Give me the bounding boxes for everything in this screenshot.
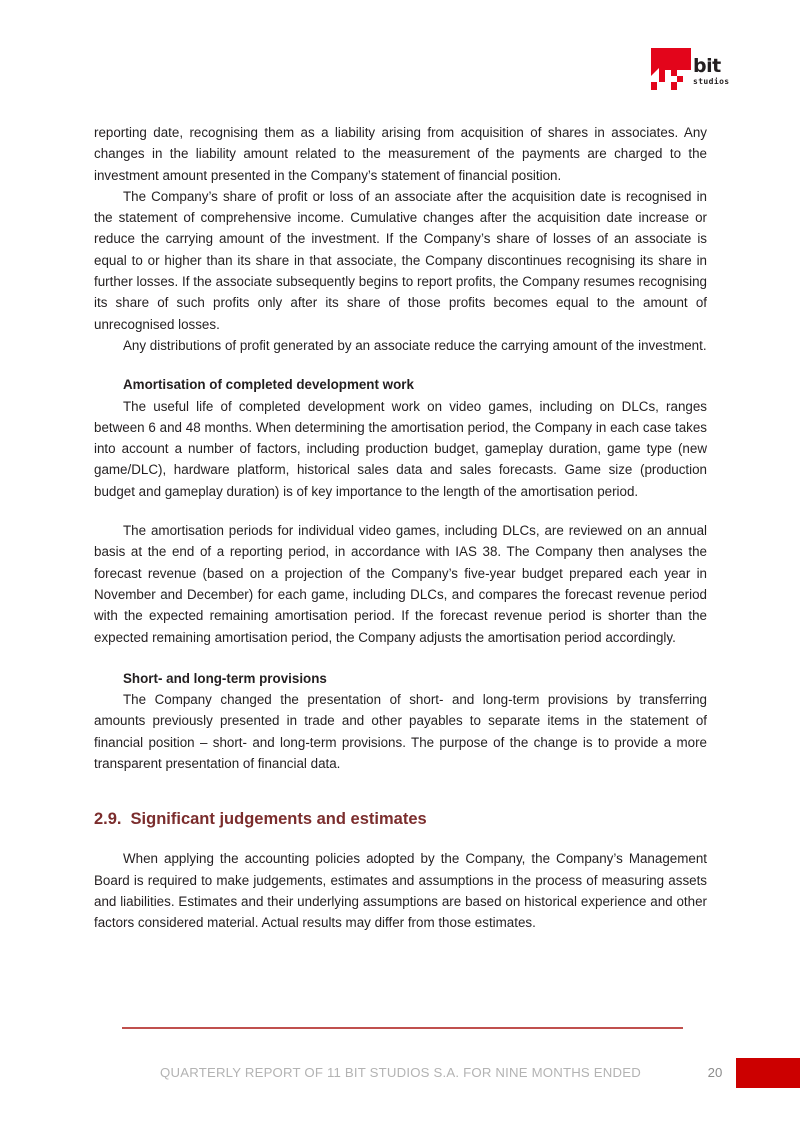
logo-wordmark-bit: bit xyxy=(693,55,721,77)
paragraph-provisions-presentation: The Company changed the presentation of short- and long-term provisions by transferring amounts previously presented in trade and other payables to separate items in the statement of financial position – short- and long-term provisions. The purpose of the change is to provide a more transparent presentation of financial data. xyxy=(94,692,707,772)
paragraph-associate-profit-loss: The Company’s share of profit or loss of an associate after the acquisition date is recognised in the statement of comprehensive income. Cumulative changes after the acquisition date increase or reduce the carrying amount of the investment. If the Company’s share of losses of an associate is equal to or higher than its share in that associate, the Company discontinues recognising its share in further losses. If the associate subsequently begins to report profits, the Company resumes recognising its share of such profits only after its share of those profits becomes equal to the amount of unrecognised losses. xyxy=(94,188,707,332)
paragraph-judgements-estimates: When applying the accounting policies adopted by the Company, the Company’s Management Board is required to make judgements, estimates and assumptions in the process of measuring assets and liabilities. Estimates and their underlying assumptions are based on historical experience and other factors considered material. Actual results may differ from those estimates. xyxy=(94,851,707,931)
paragraph-useful-life: The useful life of completed development work on video games, including on DLCs, ranges between 6 and 48 months. When determining the amortisation period, the Company in each case takes into account a number of factors, including production budget, gameplay duration, game type (new game/DLC), hardware platform, historical sales data and sales forecasts. Game size (production budget and gameplay duration) is of key importance to the length of the amortisation period. xyxy=(94,398,707,499)
footer-divider xyxy=(122,1027,683,1029)
11-bit-studios-logo-mark-icon xyxy=(651,48,691,90)
footer-report-title: QUARTERLY REPORT OF 11 BIT STUDIOS S.A. FOR NINE MONTHS ENDED xyxy=(160,1065,641,1080)
paragraph-profit-distributions: Any distributions of profit generated by an associate reduce the carrying amount of the investment. xyxy=(123,337,707,353)
paragraph-continued: reporting date, recognising them as a liability arising from acquisition of shares in associates. Any changes in the liability amount related to the measurement of the payments are charged to the investment amount presented in the Company’s statement of financial position. xyxy=(94,125,707,183)
section-heading-2-9 xyxy=(94,808,707,830)
paragraph-amortisation-review: The amortisation periods for individual video games, including DLCs, are reviewed on an annual basis at the end of a reporting period, in accordance with IAS 38. The Company then analyses the forecast revenue (based on a projection of the Company’s five-year budget prepared each year in November and December) for each game, including DLCs, and compares the forecast revenue period with the expected remaining amortisation period. If the forecast revenue period is shorter than the expected remaining amortisation period, the Company adjusts the amortisation period accordingly. xyxy=(94,523,707,645)
subheading-amortisation: Amortisation of completed development work xyxy=(123,377,414,393)
logo-wordmark xyxy=(693,57,743,86)
page-header xyxy=(651,46,743,98)
section-number: 2.9. xyxy=(94,810,122,829)
logo-wordmark-studios: studios xyxy=(693,77,730,86)
section-title: Significant judgements and estimates xyxy=(130,810,427,829)
footer-red-block xyxy=(736,1058,800,1088)
page-content xyxy=(94,122,707,934)
subheading-provisions: Short- and long-term provisions xyxy=(123,670,327,686)
footer-page-number: 20 xyxy=(707,1065,723,1080)
company-logo xyxy=(651,46,743,98)
